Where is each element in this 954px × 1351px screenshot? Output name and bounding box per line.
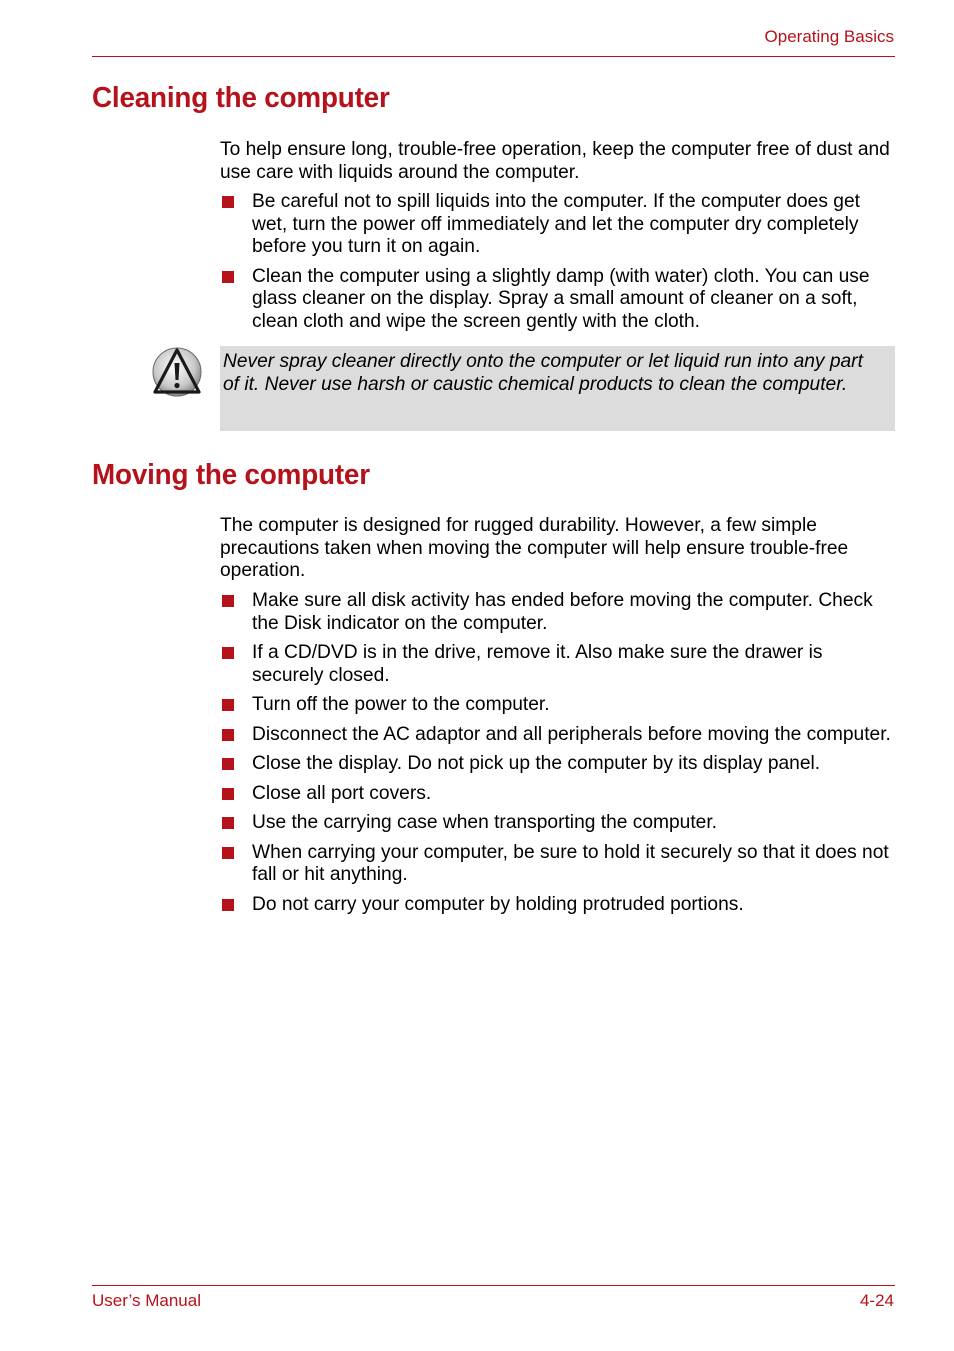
bullet-square-icon: [222, 847, 234, 859]
list-item: If a CD/DVD is in the drive, remove it. Also make sure the drawer is securely closed.: [220, 642, 895, 687]
bullet-square-icon: [222, 647, 234, 659]
bullet-square-icon: [222, 758, 234, 770]
bullet-square-icon: [222, 699, 234, 711]
caution-note-box: [220, 346, 895, 431]
header-rule: [92, 56, 895, 57]
list-item: Make sure all disk activity has ended before moving the computer. Check the Disk indicator on the computer.: [220, 590, 895, 635]
bullet-square-icon: [222, 817, 234, 829]
bullet-square-icon: [222, 788, 234, 800]
bullet-square-icon: [222, 899, 234, 911]
bullet-square-icon: [222, 595, 234, 607]
list-item: Turn off the power to the computer.: [220, 694, 895, 717]
bullet-square-icon: [222, 196, 234, 208]
list-item: Clean the computer using a slightly damp (with water) cloth. You can use glass cleaner on the display. Spray a small amount of cleaner on a soft, clean cloth and wipe the screen gently with the cloth.: [220, 266, 895, 334]
moving-intro: The computer is designed for rugged durability. However, a few simple precautions taken when moving the computer will help ensure trouble-free operation.: [220, 515, 849, 581]
list-item: Use the carrying case when transporting the computer.: [220, 812, 895, 835]
bullet-square-icon: [222, 271, 234, 283]
cleaning-bullet-list: [220, 191, 895, 340]
footer-rule: [92, 1285, 895, 1286]
list-item: Disconnect the AC adaptor and all peripherals before moving the computer.: [220, 724, 895, 747]
list-item: Do not carry your computer by holding protruded portions.: [220, 894, 895, 917]
footer-manual-title: User’s Manual: [92, 1291, 201, 1310]
list-item: Be careful not to spill liquids into the computer. If the computer does get wet, turn the power off immediately and let the computer dry completely before you turn it on again.: [220, 191, 895, 259]
page-number: 4-24: [859, 1291, 894, 1310]
bullet-square-icon: [222, 729, 234, 741]
cleaning-intro: To help ensure long, trouble-free operation, keep the computer free of dust and use care with liquids around the computer.: [220, 139, 890, 183]
caution-note-text: Never spray cleaner directly onto the computer or let liquid run into any part of it. Never use harsh or caustic chemical products to clean the computer.: [223, 351, 863, 395]
running-header: Operating Basics: [764, 27, 894, 46]
moving-bullet-list: [220, 590, 895, 923]
heading-moving: Moving the computer: [92, 459, 370, 491]
list-item: Close the display. Do not pick up the computer by its display panel.: [220, 753, 895, 776]
list-item: Close all port covers.: [220, 783, 895, 806]
list-item: When carrying your computer, be sure to hold it securely so that it does not fall or hit anything.: [220, 842, 895, 887]
heading-cleaning: Cleaning the computer: [92, 82, 390, 114]
warning-triangle-icon: [151, 346, 203, 398]
